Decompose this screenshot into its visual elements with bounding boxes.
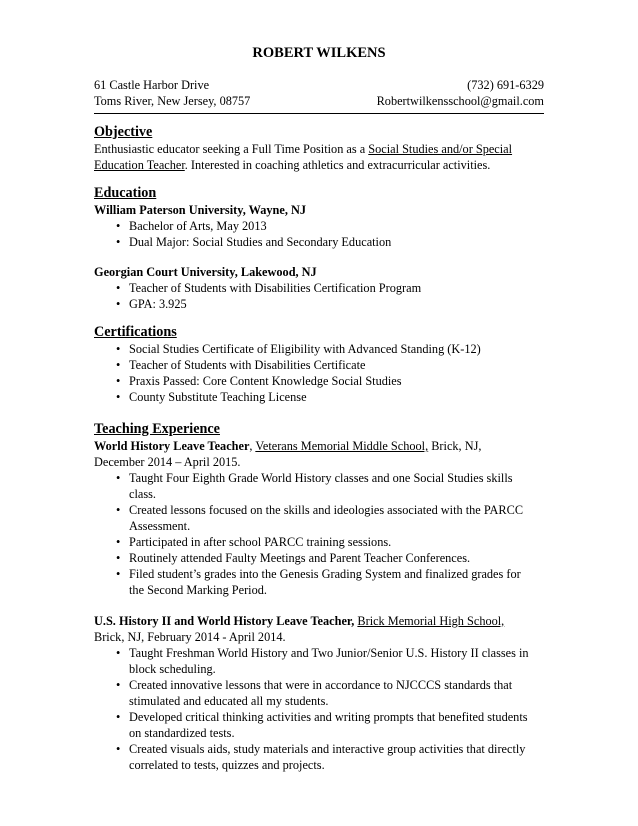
job-title-line: [94, 613, 544, 629]
duty-text-cont: class.: [129, 487, 156, 501]
job-title-separator: ,: [249, 439, 256, 453]
header-divider: [94, 113, 544, 114]
objective-text-start: Enthusiastic educator seeking a Full Time Position as a: [94, 142, 369, 156]
list-item: [94, 709, 544, 741]
duty-text: Created innovative lessons that were in accordance to NJCCCS standards that: [129, 678, 513, 692]
list-item: • County Substitute Teaching License: [94, 389, 544, 405]
job-title-line: [94, 438, 544, 454]
objective-position-part-2: Education Teacher: [94, 158, 185, 172]
duty-text-cont: stimulated and educated all my students.: [129, 694, 329, 708]
duty-text-cont: block scheduling.: [129, 662, 216, 676]
list-item: [94, 677, 544, 709]
job-duties-list: [94, 645, 544, 773]
duty-text: Taught Freshman World History and Two Junior/Senior U.S. History II classes in: [129, 646, 529, 660]
job-title: U.S. History II and World History Leave Teacher,: [94, 614, 355, 628]
list-item: [94, 502, 544, 534]
list-item: [94, 566, 544, 598]
phone-number: (732) 691-6329: [467, 78, 544, 92]
duty-text: Created lessons focused on the skills and ideologies associated with the PARCC: [129, 503, 524, 517]
experience-section: [94, 421, 544, 773]
education-heading: Education: [94, 185, 157, 201]
job-duties-list: [94, 470, 544, 598]
duty-text: Created visuals aids, study materials and interactive group activities that directly: [129, 742, 526, 756]
list-item: • Praxis Passed: Core Content Knowledge Social Studies: [94, 373, 544, 389]
duty-text-cont: the Second Marking Period.: [129, 583, 267, 597]
objective-text: [94, 141, 544, 173]
address-line-1: 61 Castle Harbor Drive: [94, 78, 210, 92]
duty-text-cont: on standardized tests.: [129, 726, 235, 740]
address-line-2: Toms River, New Jersey, 08757: [94, 94, 251, 108]
objective-section: [94, 124, 544, 173]
duty-text-cont: Assessment.: [129, 519, 191, 533]
job-location: Brick, NJ,: [428, 439, 482, 453]
list-item: [94, 645, 544, 677]
school-name: William Paterson University, Wayne, NJ: [94, 203, 307, 217]
list-item: [94, 550, 544, 566]
job-dates: December 2014 – April 2015.: [94, 455, 241, 469]
job-school: Brick Memorial High School,: [357, 614, 505, 628]
list-item: • Dual Major: Social Studies and Secondary Education: [94, 234, 544, 250]
contact-line-1: [94, 78, 544, 93]
list-item: • Bachelor of Arts, May 2013: [94, 218, 544, 234]
job-dates: Brick, NJ, February 2014 - April 2014.: [94, 630, 286, 644]
list-item: • Social Studies Certificate of Eligibility with Advanced Standing (K-12): [94, 341, 544, 357]
certifications-section: [94, 324, 544, 405]
duty-text: Taught Four Eighth Grade World History classes and one Social Studies skills: [129, 471, 513, 485]
school-name: Georgian Court University, Lakewood, NJ: [94, 265, 317, 279]
education-section: [94, 185, 544, 312]
resume-name: ROBERT WILKENS: [252, 45, 386, 61]
duty-text: Participated in after school PARCC training sessions.: [129, 535, 392, 549]
list-item: • GPA: 3.925: [94, 296, 544, 312]
list-item: • Teacher of Students with Disabilities Certification Program: [94, 280, 544, 296]
list-item: [94, 470, 544, 502]
list-item: [94, 741, 544, 773]
duty-text: Developed critical thinking activities and writing prompts that benefited students: [129, 710, 528, 724]
school-details-list: [94, 218, 544, 250]
school-details-list: [94, 280, 544, 312]
experience-heading: Teaching Experience: [94, 421, 220, 437]
job-school: Veterans Memorial Middle School,: [255, 439, 429, 453]
objective-text-end: . Interested in coaching athletics and extracurricular activities.: [184, 158, 491, 172]
duty-text-cont: correlated to tests, quizzes and projects.: [129, 758, 325, 772]
objective-position-part-1: Social Studies and/or Special: [368, 142, 513, 156]
objective-heading: Objective: [94, 124, 153, 140]
duty-text: Routinely attended Faulty Meetings and Parent Teacher Conferences.: [129, 551, 471, 565]
job-title: World History Leave Teacher: [94, 439, 250, 453]
contact-line-2: [94, 94, 544, 109]
email-address: Robertwilkensschool@gmail.com: [376, 94, 544, 108]
duty-text: Filed student’s grades into the Genesis Grading System and finalized grades for: [129, 567, 521, 581]
certifications-heading: Certifications: [94, 324, 177, 340]
certifications-list: [94, 341, 544, 405]
list-item: • Teacher of Students with Disabilities Certificate: [94, 357, 544, 373]
list-item: [94, 534, 544, 550]
